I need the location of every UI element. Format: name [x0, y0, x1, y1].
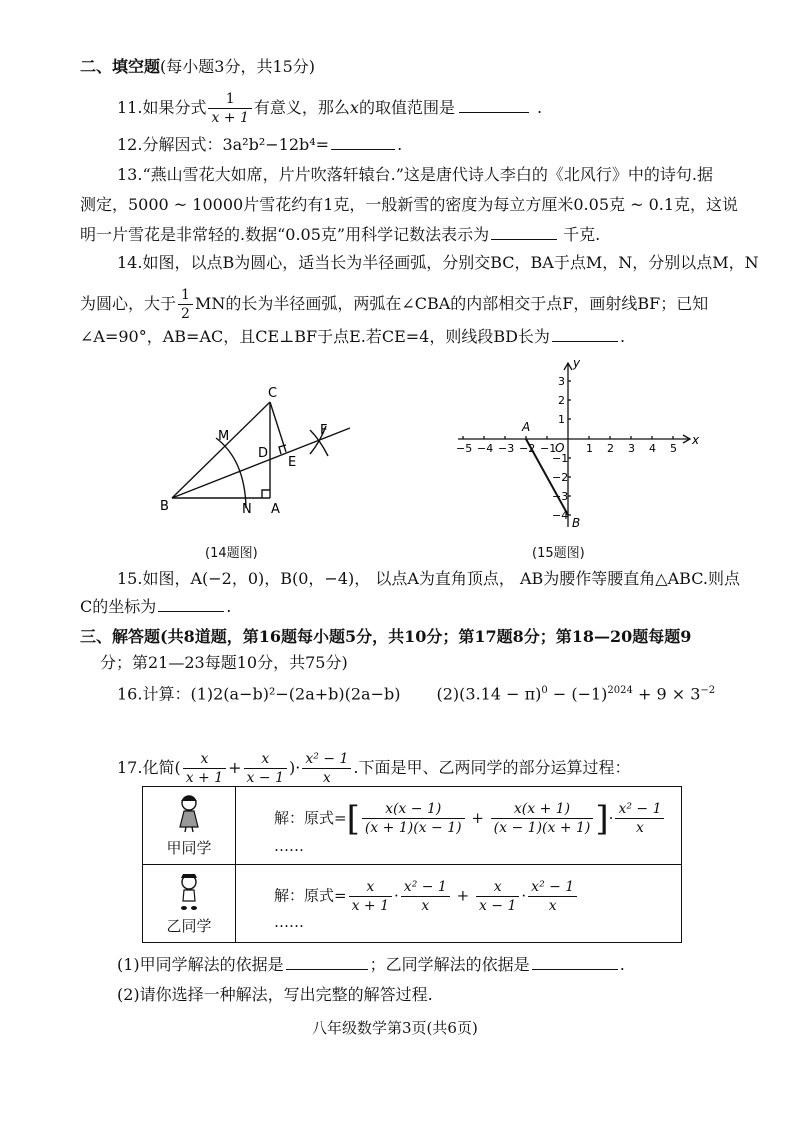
- student-yi-cell: 乙同学: [143, 865, 236, 943]
- y-tick-label: −2: [552, 471, 569, 484]
- table-row: [143, 865, 682, 943]
- section-2-header: 二、填空题(每小题3分，共15分): [80, 57, 316, 76]
- answer-blank[interactable]: [331, 134, 395, 150]
- table-row: [143, 787, 682, 865]
- ellipsis: ……: [274, 913, 304, 931]
- answer-blank[interactable]: [459, 97, 529, 113]
- yi-solution-cell: 解：原式= $\frac{x}{x + 1}$ · $\frac{\text{x² − 1}}{x}$ + $\frac{x}{x - 1}$ · $\frac{\text{x² − 1}}{x}$ ……: [236, 865, 682, 943]
- question-14-line-1: 14.如图，以点B为圆心，适当长为半径画弧，分别交BC，BA于点M，N，分别以点M，N: [117, 253, 759, 272]
- axis-y-label: y: [573, 356, 581, 370]
- question-12: 12.分解因式：3a²b²−12b⁴= .: [117, 135, 403, 154]
- question-13-line-1: 13.“燕山雪花大如席，片片吹落轩辕台.”这是唐代诗人李白的《北风行》中的诗句.据: [117, 165, 713, 184]
- answer-blank[interactable]: [552, 326, 618, 342]
- figure-15: [452, 355, 702, 535]
- x-tick-label: 2: [607, 442, 614, 455]
- label-b: B: [160, 499, 169, 514]
- y-tick-label: 1: [558, 413, 565, 426]
- label-d: D: [258, 446, 269, 461]
- label-f: F: [320, 423, 328, 438]
- label-n: N: [242, 502, 252, 517]
- girl-student-icon: [175, 793, 203, 833]
- question-17-part-1: (1)甲同学解法的依据是 ；乙同学解法的依据是 .: [117, 955, 625, 974]
- answer-blank[interactable]: [286, 954, 368, 970]
- x-tick-label: −3: [498, 442, 515, 455]
- student-jia-cell: 甲同学: [143, 787, 236, 865]
- fraction: $\frac{\text{x² − 1}}{x}$: [401, 878, 450, 915]
- fraction: $\frac{x}{x + 1}$: [349, 878, 392, 915]
- x-tick-label: −1: [540, 442, 557, 455]
- point-b-label: B: [572, 516, 581, 530]
- fraction: $\frac{\text{x² − 1}}{x}$: [302, 750, 351, 787]
- x-tick-label: 1: [586, 442, 593, 455]
- fraction: $\frac{\text{x² − 1}}{x}$: [528, 878, 577, 915]
- answer-blank[interactable]: [491, 224, 557, 240]
- label-e: E: [288, 455, 297, 470]
- point-a-label: A: [522, 420, 531, 434]
- question-15-line-2: C的坐标为 .: [80, 597, 232, 616]
- x-tick-label: 4: [649, 442, 656, 455]
- fraction: $\frac{x}{x + 1}$: [183, 750, 226, 787]
- label-a: A: [271, 502, 280, 517]
- ray-bf: [172, 428, 350, 498]
- x-tick-label: −5: [456, 442, 473, 455]
- fraction-1-over-x-plus-1: $\frac{1}{x + 1}$: [208, 90, 251, 127]
- y-tick-label: 2: [558, 394, 565, 407]
- origin-label: O: [555, 441, 565, 455]
- answer-blank[interactable]: [158, 596, 224, 612]
- question-14-line-3: ∠A=90°，AB=AC，且CE⊥BF于点E.若CE=4，则线段BD长为 .: [80, 327, 626, 346]
- fraction-one-half: $\frac{1}{2}$: [178, 286, 193, 323]
- x-tick-label: 5: [670, 442, 677, 455]
- figure-14: [150, 380, 360, 520]
- segment-ce: [270, 402, 286, 452]
- fraction: $\frac{x(x + 1)}{(x - 1)(x + 1)}$: [491, 800, 594, 837]
- section-3-header-line-1: 三、解答题(共8道题，第16题每小题5分，共10分；第17题8分；第18—20题每题9: [80, 627, 692, 646]
- figure-15-caption: (15题图): [532, 546, 585, 561]
- y-tick-label: −4: [552, 509, 569, 522]
- question-17-part-2: (2)请你选择一种解法，写出完整的解答过程.: [117, 985, 433, 1004]
- boy-student-icon: [175, 871, 203, 911]
- ellipsis: ……: [274, 836, 304, 855]
- answer-blank[interactable]: [532, 954, 618, 970]
- x-tick-label: 3: [628, 442, 635, 455]
- question-17: 17.化简( $\frac{x}{x + 1}$ + $\frac{x}{x - 1}$ )· $\frac{\text{x² − 1}}{x}$ .下面是甲、乙两同学的部分运算过程：: [117, 751, 631, 786]
- x-tick-label: −2: [519, 442, 536, 455]
- question-15-line-1: 15.如图，A(−2，0)，B(0，−4)， 以点A为直角顶点， AB为腰作等腰直角△ABC.则点: [117, 569, 740, 588]
- y-tick-label: 3: [558, 375, 565, 388]
- y-tick-label: −1: [552, 452, 569, 465]
- fraction: $\frac{x}{x - 1}$: [244, 750, 287, 787]
- axis-x-label: x: [692, 433, 700, 447]
- label-c: C: [268, 386, 278, 401]
- label-m: M: [218, 429, 230, 444]
- solution-table: [142, 786, 682, 943]
- x-tick-label: −4: [477, 442, 494, 455]
- question-11: 11.如果分式 $\frac{1}{x + 1}$ 有意义，那么x的取值范围是 .: [117, 91, 543, 126]
- right-bracket: ]: [595, 798, 609, 839]
- fraction: $\frac{x}{x - 1}$: [476, 878, 519, 915]
- question-13-line-2: 测定，5000 ~ 10000片雪花约有1克，一般新雪的密度为每立方厘米0.05克 ~ 0.1克，这说: [80, 195, 739, 214]
- right-angle-a: [262, 490, 270, 498]
- jia-solution-cell: 解：原式=[ $\frac{x(x - 1)}{(x + 1)(x - 1)}$ + $\frac{x(x + 1)}{(x - 1)(x + 1)}$ ]· $\frac{\text{x² − 1}}{x}$ ……: [236, 787, 682, 865]
- left-bracket: [: [346, 798, 360, 839]
- question-13-line-3: 明一片雪花是非常轻的.数据“0.05克”用科学记数法表示为 千克.: [80, 225, 601, 244]
- fraction: $\frac{\text{x² − 1}}{x}$: [615, 800, 664, 837]
- figure-14-caption: (14题图): [205, 546, 258, 561]
- fraction: $\frac{x(x - 1)}{(x + 1)(x - 1)}$: [362, 800, 465, 837]
- section-3-header-line-2: 分；第21—23每题10分，共75分): [100, 653, 348, 672]
- segment-bc: [172, 402, 270, 498]
- question-16: 16.计算：(1)2(a−b)²−(2a+b)(2a−b) $(2)(3.14 - \pi)^0 - (-1)^{2024} + 9 \times 3^{-2}$: [117, 684, 716, 704]
- y-tick-label: −3: [552, 490, 569, 503]
- page-footer: 八年级数学第3页(共6页): [312, 1019, 478, 1037]
- question-14-line-2: 为圆心，大于 $\frac{1}{2}$ MN的长为半径画弧，两弧在∠CBA的内部相交于点F，画射线BF；已知: [80, 287, 709, 322]
